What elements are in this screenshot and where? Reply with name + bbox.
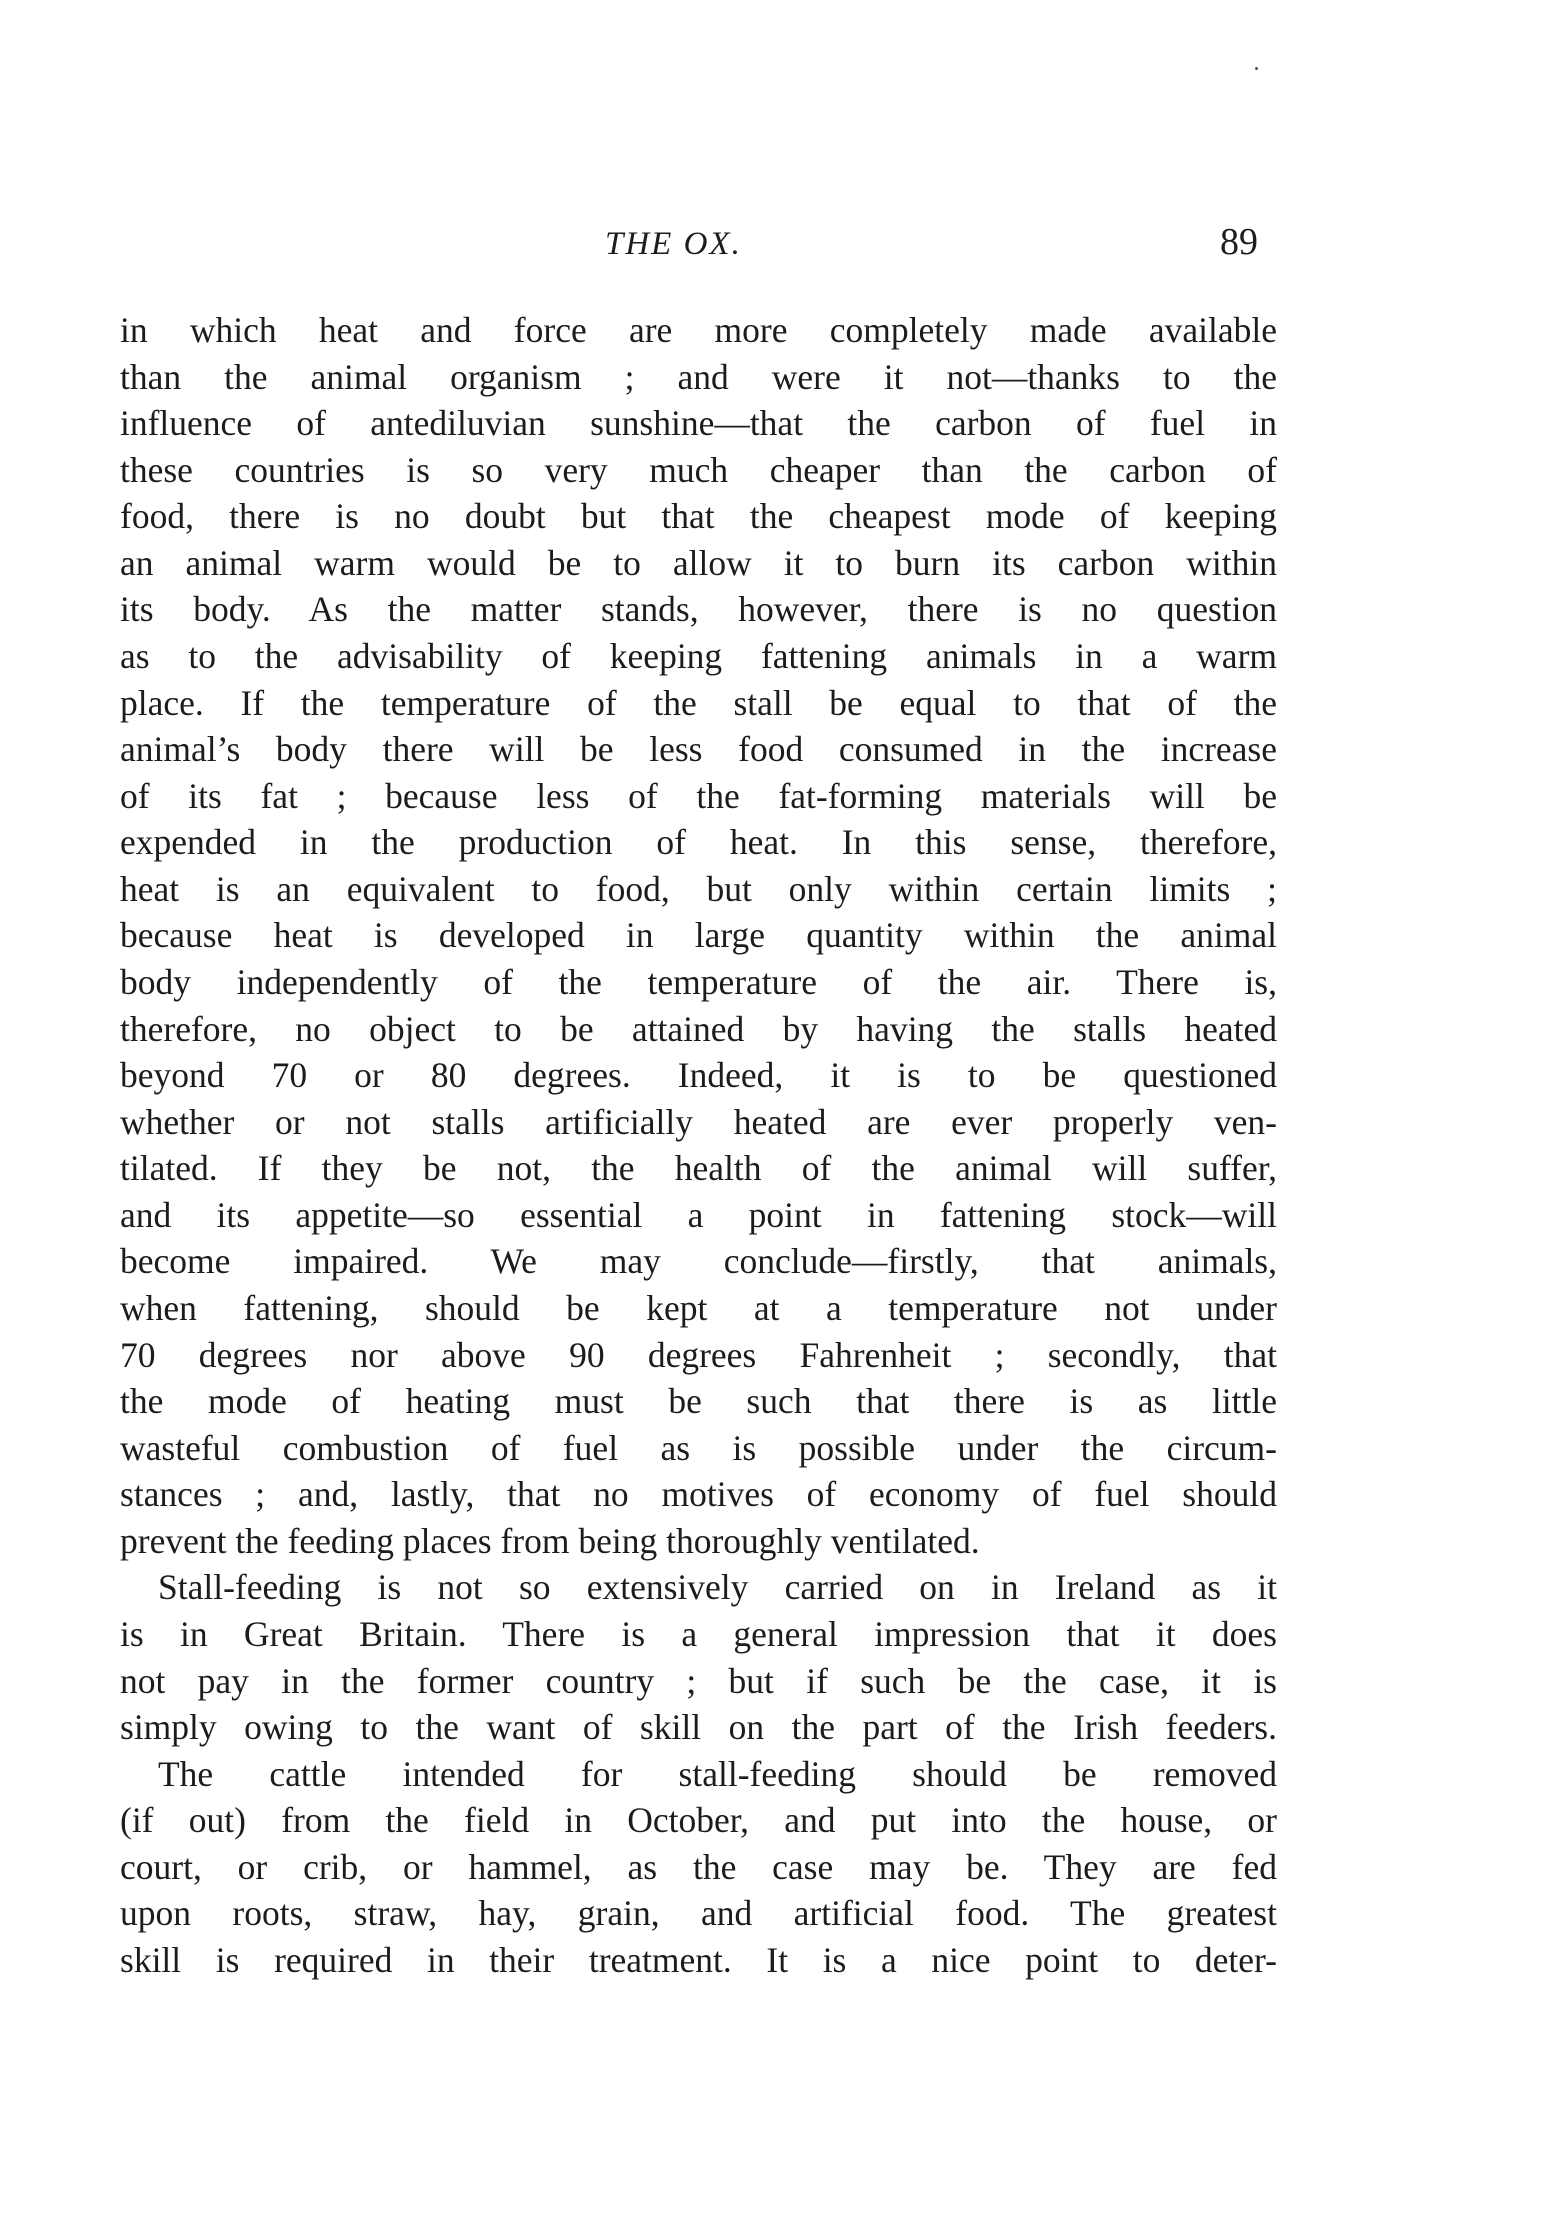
text-line: (if out) from the field in October, and put into the house, or <box>120 1800 1277 1840</box>
text-line: as to the advisability of keeping fattening animals in a warm <box>120 636 1277 676</box>
text-line: its body. As the matter stands, however, there is no question <box>120 589 1277 629</box>
page-number: 89 <box>1220 221 1258 263</box>
text-line: of its fat ; because less of the fat-forming materials will be <box>120 776 1277 816</box>
text-line: and its appetite—so essential a point in fattening stock—will <box>120 1195 1277 1235</box>
text-line: the mode of heating must be such that there is as little <box>120 1381 1277 1421</box>
paragraph-first-line: The cattle intended for stall-feeding should be removed <box>158 1754 1277 1794</box>
running-title: THE OX. <box>605 226 742 262</box>
text-line: heat is an equivalent to food, but only within certain limits ; <box>120 869 1277 909</box>
print-speck <box>1255 67 1258 70</box>
text-line: expended in the production of heat. In this sense, therefore, <box>120 822 1277 862</box>
text-line: beyond 70 or 80 degrees. Indeed, it is to be questioned <box>120 1055 1277 1095</box>
text-line: than the animal organism ; and were it not—thanks to the <box>120 357 1277 397</box>
text-line: therefore, no object to be attained by having the stalls heated <box>120 1009 1277 1049</box>
text-line: place. If the temperature of the stall be equal to that of the <box>120 683 1277 723</box>
text-line: when fattening, should be kept at a temperature not under <box>120 1288 1277 1328</box>
text-line: not pay in the former country ; but if such be the case, it is <box>120 1661 1277 1701</box>
text-line: in which heat and force are more completely made available <box>120 310 1277 350</box>
text-line: influence of antediluvian sunshine—that the carbon of fuel in <box>120 403 1277 443</box>
paragraph-first-line: Stall-feeding is not so extensively carried on in Ireland as it <box>158 1567 1277 1607</box>
text-line: because heat is developed in large quantity within the animal <box>120 915 1277 955</box>
text-line: animal’s body there will be less food consumed in the increase <box>120 729 1277 769</box>
text-line: 70 degrees nor above 90 degrees Fahrenheit ; secondly, that <box>120 1335 1277 1375</box>
text-line: food, there is no doubt but that the cheapest mode of keeping <box>120 496 1277 536</box>
text-line: these countries is so very much cheaper than the carbon of <box>120 450 1277 490</box>
text-line: is in Great Britain. There is a general impression that it does <box>120 1614 1277 1654</box>
text-line: body independently of the temperature of the air. There is, <box>120 962 1277 1002</box>
text-line: court, or crib, or hammel, as the case may be. They are fed <box>120 1847 1277 1887</box>
text-line: whether or not stalls artificially heated are ever properly ven- <box>120 1102 1277 1142</box>
text-line: tilated. If they be not, the health of the animal will suffer, <box>120 1148 1277 1188</box>
text-line: stances ; and, lastly, that no motives of economy of fuel should <box>120 1474 1277 1514</box>
text-line: become impaired. We may conclude—firstly, that animals, <box>120 1241 1277 1281</box>
text-line: prevent the feeding places from being thoroughly ventilated. <box>120 1521 980 1561</box>
text-line: simply owing to the want of skill on the part of the Irish feeders. <box>120 1707 1277 1747</box>
text-line: an animal warm would be to allow it to burn its carbon within <box>120 543 1277 583</box>
text-line: upon roots, straw, hay, grain, and artificial food. The greatest <box>120 1893 1277 1933</box>
text-line: wasteful combustion of fuel as is possible under the circum- <box>120 1428 1277 1468</box>
text-line: skill is required in their treatment. It is a nice point to deter- <box>120 1940 1277 1980</box>
